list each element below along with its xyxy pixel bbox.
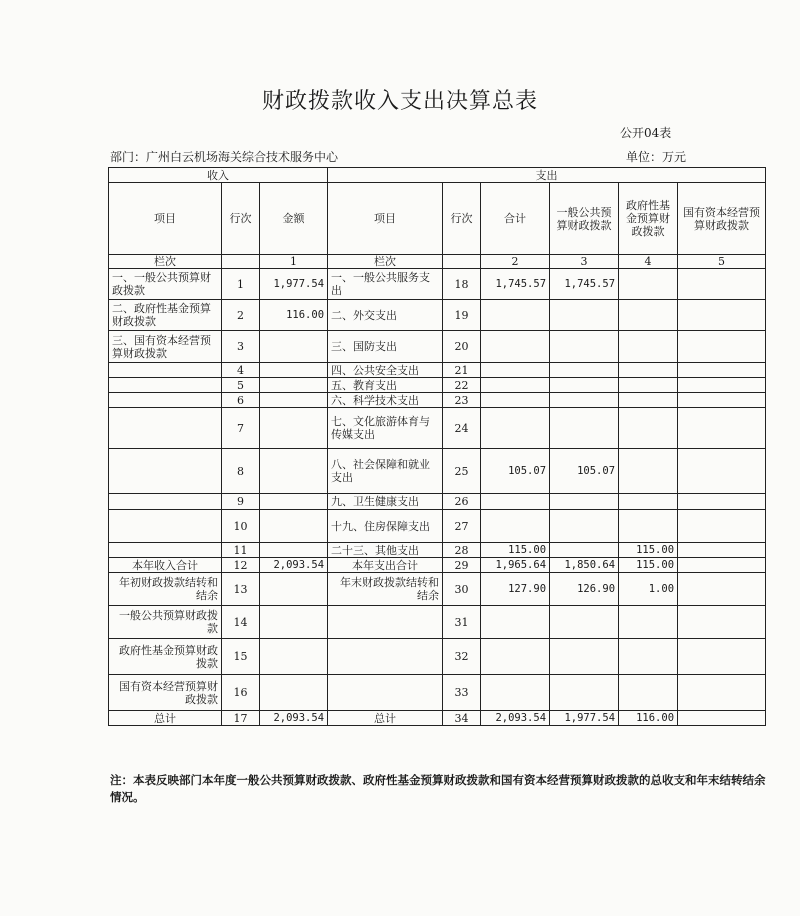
expense-line: 21 bbox=[443, 363, 481, 378]
gov-fund-amount bbox=[619, 675, 678, 711]
soe-capital-amount bbox=[678, 606, 766, 639]
income-amount-header: 金额 bbox=[260, 183, 328, 255]
col-order-5: 5 bbox=[678, 255, 766, 269]
expense-line: 28 bbox=[443, 543, 481, 558]
expense-line: 30 bbox=[443, 573, 481, 606]
expense-item: 年末财政拨款结转和结余 bbox=[328, 573, 443, 606]
soe-capital-amount bbox=[678, 711, 766, 726]
income-line: 4 bbox=[222, 363, 260, 378]
gov-fund-amount: 115.00 bbox=[619, 558, 678, 573]
gen-budget-amount bbox=[550, 606, 619, 639]
income-line: 14 bbox=[222, 606, 260, 639]
expense-total bbox=[481, 378, 550, 393]
income-item: 国有资本经营预算财政拨款 bbox=[109, 675, 222, 711]
expense-item bbox=[328, 606, 443, 639]
gen-budget-header: 一般公共预算财政拨款 bbox=[550, 183, 619, 255]
expense-item bbox=[328, 675, 443, 711]
income-item bbox=[109, 408, 222, 449]
gov-fund-amount bbox=[619, 639, 678, 675]
soe-capital-amount bbox=[678, 378, 766, 393]
expense-total bbox=[481, 331, 550, 363]
expense-line: 22 bbox=[443, 378, 481, 393]
income-line: 13 bbox=[222, 573, 260, 606]
income-item bbox=[109, 393, 222, 408]
soe-capital-amount bbox=[678, 363, 766, 378]
gen-budget-amount bbox=[550, 675, 619, 711]
expense-total bbox=[481, 408, 550, 449]
expense-total bbox=[481, 510, 550, 543]
expense-item: 六、科学技术支出 bbox=[328, 393, 443, 408]
income-amount bbox=[260, 331, 328, 363]
income-amount: 1,977.54 bbox=[260, 269, 328, 300]
expense-header: 支出 bbox=[328, 168, 766, 183]
gov-fund-amount: 116.00 bbox=[619, 711, 678, 726]
expense-line-header: 行次 bbox=[443, 183, 481, 255]
expense-total bbox=[481, 393, 550, 408]
income-line: 6 bbox=[222, 393, 260, 408]
gen-budget-amount: 1,977.54 bbox=[550, 711, 619, 726]
soe-capital-amount bbox=[678, 639, 766, 675]
income-line: 8 bbox=[222, 449, 260, 494]
income-line: 2 bbox=[222, 300, 260, 331]
soe-capital-amount bbox=[678, 494, 766, 510]
expense-line: 33 bbox=[443, 675, 481, 711]
expense-line: 29 bbox=[443, 558, 481, 573]
gov-fund-amount bbox=[619, 331, 678, 363]
col-order-empty bbox=[443, 255, 481, 269]
income-line: 16 bbox=[222, 675, 260, 711]
gov-fund-amount bbox=[619, 393, 678, 408]
gov-fund-amount: 115.00 bbox=[619, 543, 678, 558]
expense-total bbox=[481, 606, 550, 639]
income-amount bbox=[260, 543, 328, 558]
soe-capital-amount bbox=[678, 408, 766, 449]
income-amount: 2,093.54 bbox=[260, 558, 328, 573]
unit-label: 单位：万元 bbox=[626, 150, 687, 164]
income-amount bbox=[260, 378, 328, 393]
income-amount bbox=[260, 449, 328, 494]
income-line: 15 bbox=[222, 639, 260, 675]
expense-total bbox=[481, 494, 550, 510]
table-row bbox=[109, 573, 766, 606]
income-line: 9 bbox=[222, 494, 260, 510]
expense-item-header: 项目 bbox=[328, 183, 443, 255]
expense-item: 二、外交支出 bbox=[328, 300, 443, 331]
expense-item: 三、国防支出 bbox=[328, 331, 443, 363]
gen-budget-amount: 1,850.64 bbox=[550, 558, 619, 573]
income-item: 年初财政拨款结转和结余 bbox=[109, 573, 222, 606]
gov-fund-amount bbox=[619, 363, 678, 378]
table-row bbox=[109, 331, 766, 363]
budget-table bbox=[108, 167, 766, 726]
gov-fund-amount bbox=[619, 449, 678, 494]
income-item: 本年收入合计 bbox=[109, 558, 222, 573]
income-item bbox=[109, 378, 222, 393]
soe-capital-amount bbox=[678, 269, 766, 300]
footnote: 注：本表反映部门本年度一般公共预算财政拨款、政府性基金预算财政拨款和国有资本经营预算财政拨款的总收支和年末结转结余情况。 bbox=[110, 773, 766, 804]
gen-budget-amount bbox=[550, 639, 619, 675]
gov-fund-amount bbox=[619, 494, 678, 510]
gen-budget-amount: 105.07 bbox=[550, 449, 619, 494]
income-item: 三、国有资本经营预算财政拨款 bbox=[109, 331, 222, 363]
table-row bbox=[109, 711, 766, 726]
expense-line: 24 bbox=[443, 408, 481, 449]
column-order-row bbox=[109, 255, 766, 269]
expense-line: 31 bbox=[443, 606, 481, 639]
table-row bbox=[109, 639, 766, 675]
income-item: 一般公共预算财政拨款 bbox=[109, 606, 222, 639]
gen-budget-amount bbox=[550, 408, 619, 449]
table-row bbox=[109, 558, 766, 573]
income-line: 12 bbox=[222, 558, 260, 573]
gen-budget-amount: 126.90 bbox=[550, 573, 619, 606]
table-row bbox=[109, 449, 766, 494]
gov-fund-amount bbox=[619, 300, 678, 331]
soe-capital-amount bbox=[678, 449, 766, 494]
income-amount: 2,093.54 bbox=[260, 711, 328, 726]
income-amount bbox=[260, 510, 328, 543]
soe-capital-header: 国有资本经营预算财政拨款 bbox=[678, 183, 766, 255]
expense-item: 总计 bbox=[328, 711, 443, 726]
gen-budget-amount bbox=[550, 393, 619, 408]
income-item bbox=[109, 449, 222, 494]
expense-total: 105.07 bbox=[481, 449, 550, 494]
income-line: 17 bbox=[222, 711, 260, 726]
expense-item: 十九、住房保障支出 bbox=[328, 510, 443, 543]
expense-item bbox=[328, 639, 443, 675]
expense-item: 七、文化旅游体育与传媒支出 bbox=[328, 408, 443, 449]
gen-budget-amount bbox=[550, 363, 619, 378]
table-row bbox=[109, 300, 766, 331]
expense-item: 一、一般公共服务支出 bbox=[328, 269, 443, 300]
income-item: 一、一般公共预算财政拨款 bbox=[109, 269, 222, 300]
header-row-1 bbox=[109, 168, 766, 183]
income-item bbox=[109, 510, 222, 543]
income-amount bbox=[260, 675, 328, 711]
income-item-header: 项目 bbox=[109, 183, 222, 255]
table-row bbox=[109, 606, 766, 639]
income-item: 二、政府性基金预算财政拨款 bbox=[109, 300, 222, 331]
col-order-1: 1 bbox=[260, 255, 328, 269]
col-order-4: 4 bbox=[619, 255, 678, 269]
expense-item: 八、社会保障和就业支出 bbox=[328, 449, 443, 494]
table-row bbox=[109, 494, 766, 510]
header-row-2 bbox=[109, 183, 766, 255]
table-row bbox=[109, 269, 766, 300]
income-line: 3 bbox=[222, 331, 260, 363]
table-row bbox=[109, 363, 766, 378]
expense-total: 127.90 bbox=[481, 573, 550, 606]
col-order-3: 3 bbox=[550, 255, 619, 269]
expense-item: 四、公共安全支出 bbox=[328, 363, 443, 378]
gen-budget-amount bbox=[550, 331, 619, 363]
expense-line: 25 bbox=[443, 449, 481, 494]
soe-capital-amount bbox=[678, 300, 766, 331]
expense-item: 五、教育支出 bbox=[328, 378, 443, 393]
soe-capital-amount bbox=[678, 573, 766, 606]
expense-line: 26 bbox=[443, 494, 481, 510]
income-amount bbox=[260, 363, 328, 378]
income-amount bbox=[260, 606, 328, 639]
income-amount bbox=[260, 573, 328, 606]
col-order-empty bbox=[222, 255, 260, 269]
gov-fund-amount bbox=[619, 408, 678, 449]
expense-line: 19 bbox=[443, 300, 481, 331]
income-amount bbox=[260, 393, 328, 408]
total-header: 合计 bbox=[481, 183, 550, 255]
income-header: 收入 bbox=[109, 168, 328, 183]
department-label: 部门：广州白云机场海关综合技术服务中心 bbox=[110, 150, 339, 164]
col-order-label-right: 栏次 bbox=[328, 255, 443, 269]
gov-fund-header: 政府性基金预算财政拨款 bbox=[619, 183, 678, 255]
expense-line: 23 bbox=[443, 393, 481, 408]
col-order-2: 2 bbox=[481, 255, 550, 269]
income-line: 11 bbox=[222, 543, 260, 558]
expense-item: 二十三、其他支出 bbox=[328, 543, 443, 558]
income-line: 1 bbox=[222, 269, 260, 300]
form-number: 公开04表 bbox=[620, 126, 672, 140]
gov-fund-amount bbox=[619, 378, 678, 393]
gov-fund-amount: 1.00 bbox=[619, 573, 678, 606]
table-row bbox=[109, 408, 766, 449]
income-line: 5 bbox=[222, 378, 260, 393]
page-title: 财政拨款收入支出决算总表 bbox=[261, 89, 538, 114]
gov-fund-amount bbox=[619, 606, 678, 639]
gen-budget-amount bbox=[550, 378, 619, 393]
expense-total: 1,745.57 bbox=[481, 269, 550, 300]
expense-line: 34 bbox=[443, 711, 481, 726]
table-row bbox=[109, 378, 766, 393]
income-item bbox=[109, 363, 222, 378]
income-amount: 116.00 bbox=[260, 300, 328, 331]
table-row bbox=[109, 510, 766, 543]
expense-total: 1,965.64 bbox=[481, 558, 550, 573]
income-amount bbox=[260, 639, 328, 675]
table-row bbox=[109, 543, 766, 558]
gov-fund-amount bbox=[619, 510, 678, 543]
soe-capital-amount bbox=[678, 558, 766, 573]
expense-total: 115.00 bbox=[481, 543, 550, 558]
income-item: 总计 bbox=[109, 711, 222, 726]
gov-fund-amount bbox=[619, 269, 678, 300]
expense-total bbox=[481, 675, 550, 711]
expense-total: 2,093.54 bbox=[481, 711, 550, 726]
income-line: 10 bbox=[222, 510, 260, 543]
table-row bbox=[109, 393, 766, 408]
income-item bbox=[109, 494, 222, 510]
expense-item: 九、卫生健康支出 bbox=[328, 494, 443, 510]
soe-capital-amount bbox=[678, 675, 766, 711]
soe-capital-amount bbox=[678, 393, 766, 408]
soe-capital-amount bbox=[678, 331, 766, 363]
expense-line: 27 bbox=[443, 510, 481, 543]
gen-budget-amount bbox=[550, 494, 619, 510]
table-row bbox=[109, 675, 766, 711]
col-order-label-left: 栏次 bbox=[109, 255, 222, 269]
expense-total bbox=[481, 300, 550, 331]
income-amount bbox=[260, 408, 328, 449]
expense-line: 18 bbox=[443, 269, 481, 300]
expense-item: 本年支出合计 bbox=[328, 558, 443, 573]
gen-budget-amount bbox=[550, 543, 619, 558]
expense-line: 20 bbox=[443, 331, 481, 363]
soe-capital-amount bbox=[678, 510, 766, 543]
income-amount bbox=[260, 494, 328, 510]
gen-budget-amount bbox=[550, 510, 619, 543]
expense-total bbox=[481, 363, 550, 378]
income-item bbox=[109, 543, 222, 558]
gen-budget-amount bbox=[550, 300, 619, 331]
expense-total bbox=[481, 639, 550, 675]
gen-budget-amount: 1,745.57 bbox=[550, 269, 619, 300]
income-line: 7 bbox=[222, 408, 260, 449]
income-item: 政府性基金预算财政拨款 bbox=[109, 639, 222, 675]
soe-capital-amount bbox=[678, 543, 766, 558]
income-line-header: 行次 bbox=[222, 183, 260, 255]
expense-line: 32 bbox=[443, 639, 481, 675]
